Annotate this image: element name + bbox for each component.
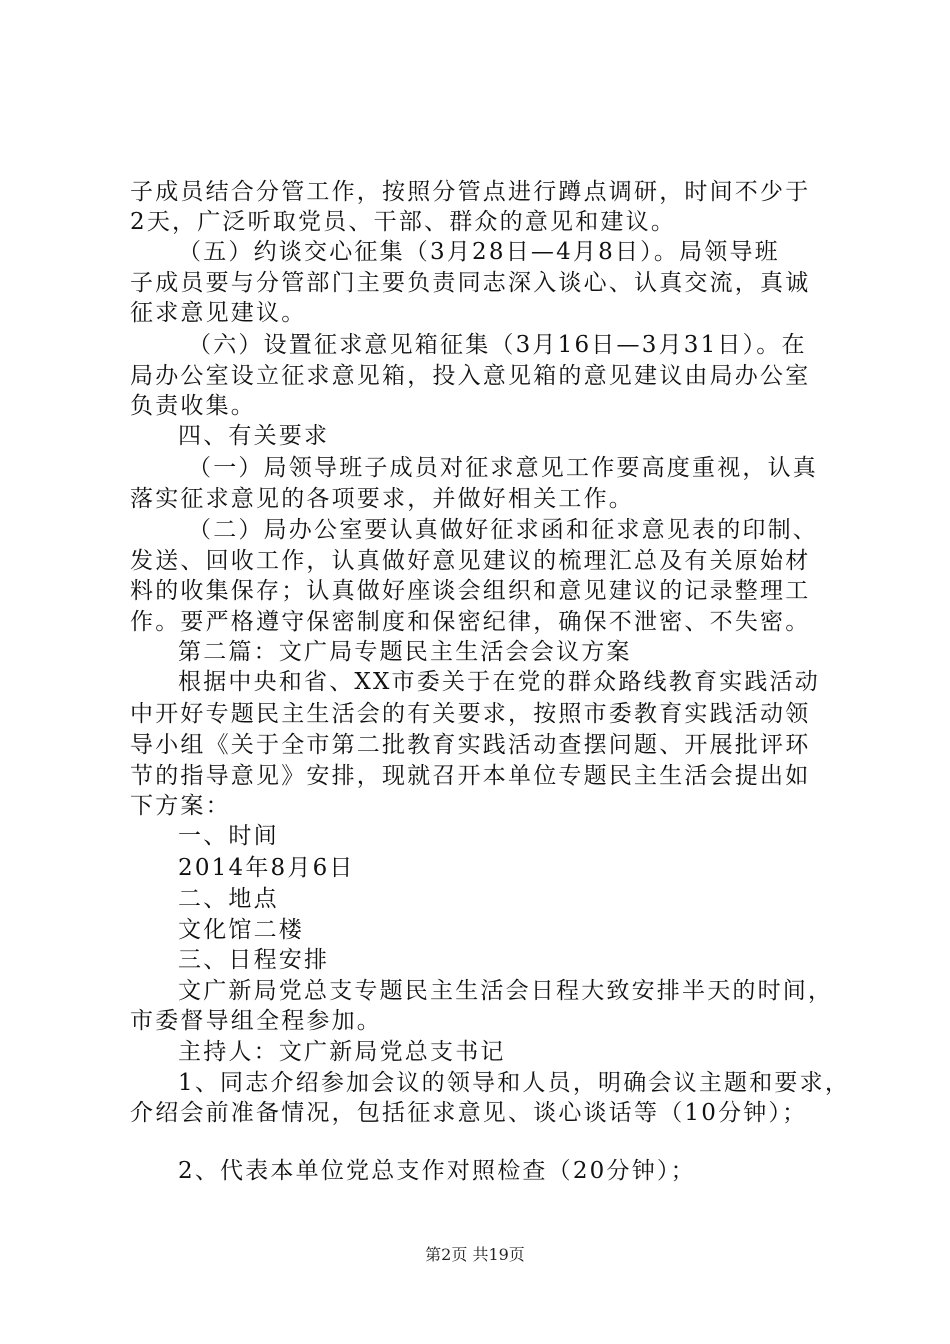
section-heading: 一、时间 xyxy=(178,823,279,849)
text-line: 文广新局党总支专题民主生活会日程大致安排半天的时间， xyxy=(178,978,834,1004)
text-line: 中开好专题民主生活会的有关要求，按照市委教育实践活动领 xyxy=(130,701,811,727)
chapter-heading: 第二篇：文广局专题民主生活会会议方案 xyxy=(178,639,632,665)
text-line: 主持人：文广新局党总支书记 xyxy=(178,1039,506,1065)
text-line: 1、同志介绍参加会议的领导和人员，明确会议主题和要求， xyxy=(178,1070,851,1096)
text-line: 2014年8月6日 xyxy=(178,855,355,881)
text-line: （五）约谈交心征集（3月28日—4月8日）。局领导班 xyxy=(178,239,780,265)
page-footer: 第2页 共19页 xyxy=(425,1245,525,1264)
text-line: 文化馆二楼 xyxy=(178,917,304,943)
section-heading: 四、有关要求 xyxy=(178,423,330,449)
text-line: 根据中央和省、XX市委关于在党的群众路线教育实践活动 xyxy=(178,669,820,695)
section-heading: 三、日程安排 xyxy=(178,947,330,973)
text-line: 落实征求意见的各项要求，并做好相关工作。 xyxy=(130,486,634,512)
text-line: 发送、回收工作，认真做好意见建议的梳理汇总及有关原始材 xyxy=(130,548,811,574)
text-line: （六）设置征求意见箱征集（3月16日—3月31日）。在 xyxy=(188,332,807,358)
text-line: 料的收集保存；认真做好座谈会组织和意见建议的记录整理工 xyxy=(130,578,811,604)
text-line: 介绍会前准备情况，包括征求意见、谈心谈话等（10分钟）； xyxy=(130,1100,808,1126)
text-line: 征求意见建议。 xyxy=(130,300,307,326)
text-line: （一）局领导班子成员对征求意见工作要高度重视，认真 xyxy=(188,455,818,481)
text-line: 下方案： xyxy=(130,793,231,819)
text-line: 导小组《关于全市第二批教育实践活动查摆问题、开展批评环 xyxy=(130,732,811,758)
section-heading: 二、地点 xyxy=(178,886,279,912)
text-line: 子成员要与分管部门主要负责同志深入谈心、认真交流，真诚 xyxy=(130,270,811,296)
text-line: 节的指导意见》安排，现就召开本单位专题民主生活会提出如 xyxy=(130,763,811,789)
text-line: 作。要严格遵守保密制度和保密纪律，确保不泄密、不失密。 xyxy=(130,609,811,635)
text-line: 局办公室设立征求意见箱，投入意见箱的意见建议由局办公室 xyxy=(130,363,811,389)
text-line: 2天，广泛听取党员、干部、群众的意见和建议。 xyxy=(130,209,677,235)
text-line: 市委督导组全程参加。 xyxy=(130,1008,382,1034)
text-line: 负责收集。 xyxy=(130,393,256,419)
text-line: （二）局办公室要认真做好征求函和征求意见表的印制、 xyxy=(188,517,818,543)
text-line: 2、代表本单位党总支作对照检查（20分钟）； xyxy=(178,1158,696,1184)
text-line: 子成员结合分管工作，按照分管点进行蹲点调研，时间不少于 xyxy=(130,179,811,205)
